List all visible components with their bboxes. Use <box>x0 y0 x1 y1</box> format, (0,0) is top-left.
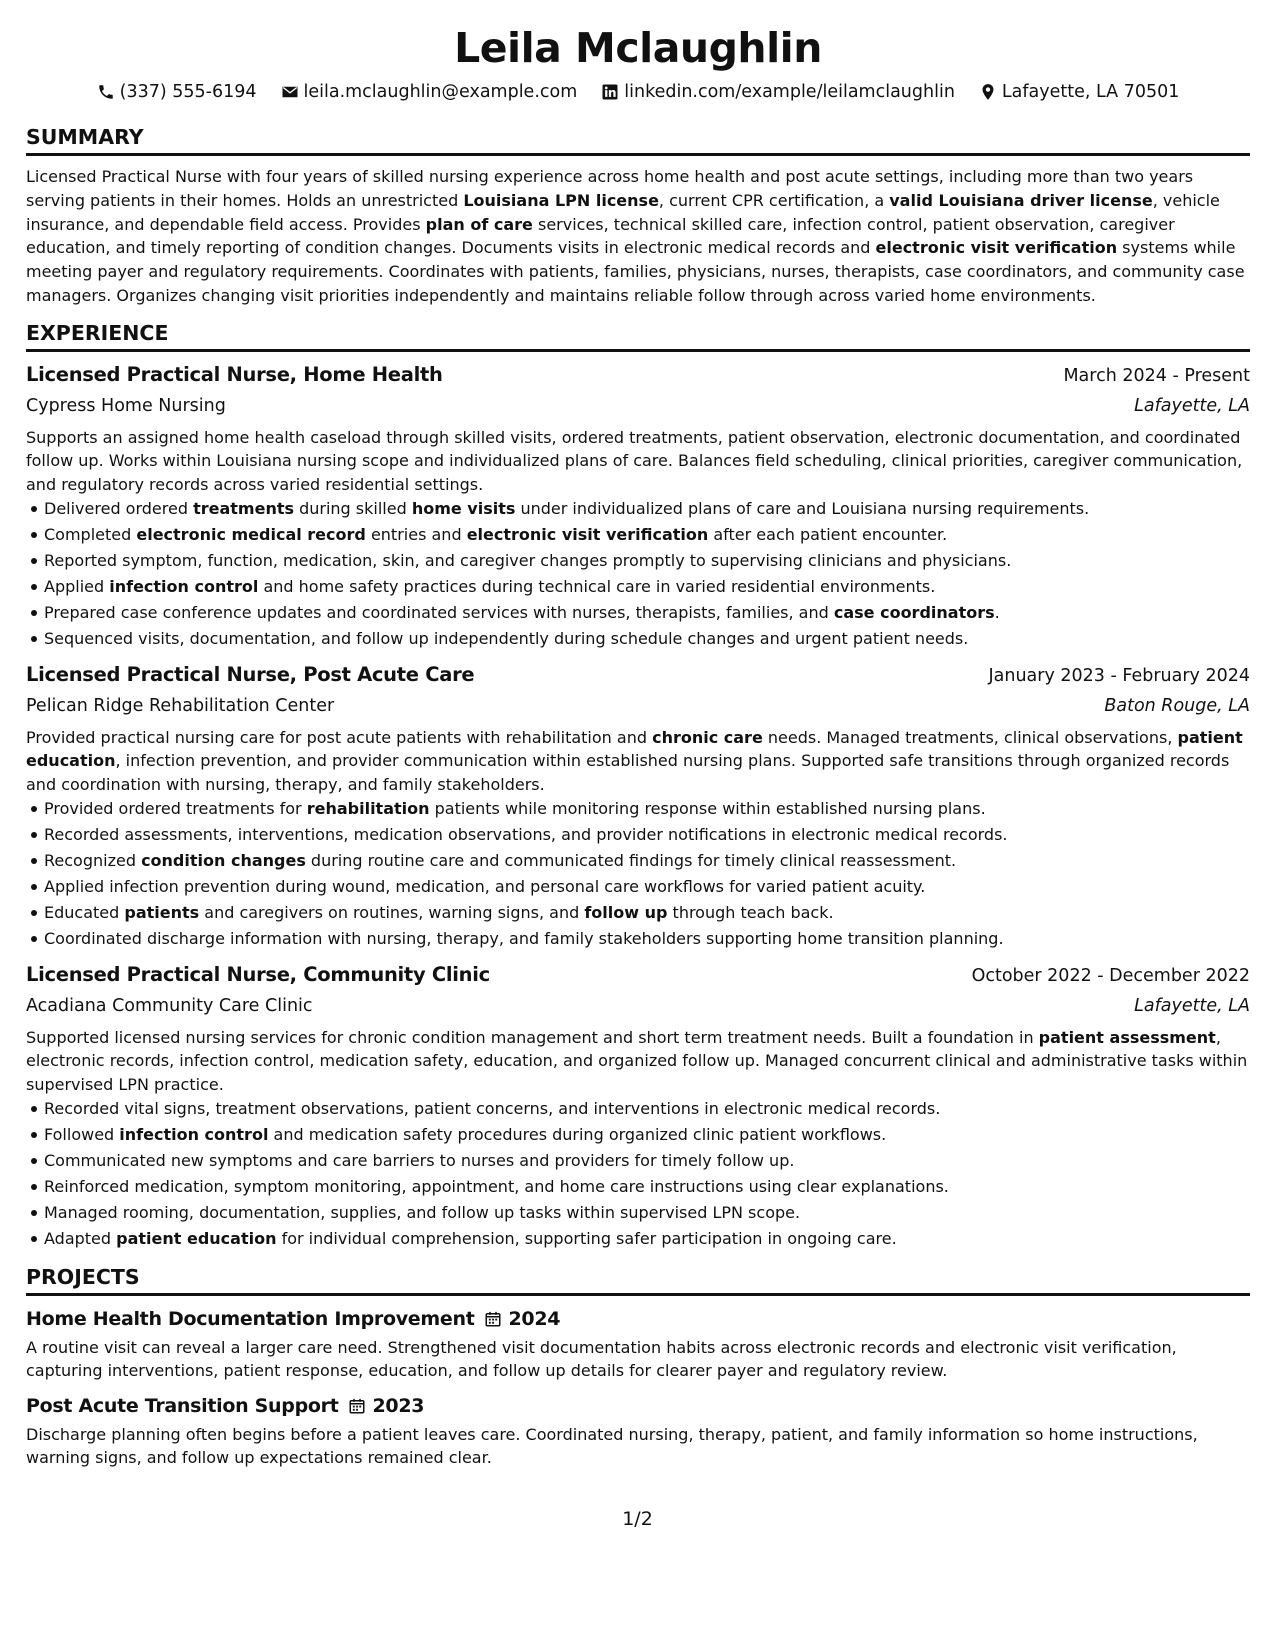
project-description: A routine visit can reveal a larger care need. Strengthened visit documentation habits across electronic records and electronic visit verification, capturing interventions, patient response, education, and follow up details for clearer payer and regulatory review. <box>26 1337 1177 1381</box>
job-title: Licensed Practical Nurse, Post Acute Care <box>26 662 475 686</box>
job-dates: October 2022 - December 2022 <box>971 965 1250 986</box>
page-number: 1/2 <box>622 1508 653 1530</box>
bullet-item: Adapted patient education for individual comprehension, supporting safer participation in ongoing care. <box>44 1226 1250 1252</box>
phone-text: (337) 555-6194 <box>119 82 257 102</box>
bullet-item: Completed electronic medical record entries and electronic visit verification after each patient encounter. <box>44 522 1250 548</box>
bullet-item: Provided ordered treatments for rehabilitation patients while monitoring response within established nursing plans. <box>44 796 1250 822</box>
job-bullets <box>26 496 1250 651</box>
bullet-item: Recorded vital signs, treatment observations, patient concerns, and interventions in electronic medical records. <box>44 1096 1250 1122</box>
phone-icon <box>97 83 115 101</box>
bullet-item: Prepared case conference updates and coordinated services with nurses, therapists, families, and case coordinators. <box>44 600 1250 626</box>
job-entry <box>26 660 1250 952</box>
project-title: Home Health Documentation Improvement <box>26 1307 475 1330</box>
job-location: Baton Rouge, LA <box>1104 695 1250 716</box>
project-title: Post Acute Transition Support <box>26 1394 339 1417</box>
bullet-item: Delivered ordered treatments during skilled home visits under individualized plans of care and Louisiana nursing requirements. <box>44 496 1250 522</box>
bullet-item: Applied infection prevention during wound, medication, and personal care workflows for varied patient acuity. <box>44 874 1250 900</box>
linkedin-text: linkedin.com/example/leilamclaughlin <box>624 82 955 102</box>
section-title-summary: SUMMARY <box>26 124 1250 156</box>
calendar-icon <box>348 1397 366 1415</box>
project-entry <box>26 1391 1250 1470</box>
email-text: leila.mclaughlin@example.com <box>303 82 578 102</box>
calendar-icon <box>484 1310 502 1328</box>
job-dates: March 2024 - Present <box>1063 365 1250 386</box>
summary-section <box>26 124 1250 308</box>
contact-phone[interactable] <box>97 80 257 104</box>
bullet-item: Communicated new symptoms and care barriers to nurses and providers for timely follow up. <box>44 1148 1250 1174</box>
project-entry <box>26 1304 1250 1383</box>
job-bullets <box>26 796 1250 951</box>
bullet-item: Applied infection control and home safety practices during technical care in varied residential environments. <box>44 574 1250 600</box>
bullet-item: Sequenced visits, documentation, and follow up independently during schedule changes and urgent patient needs. <box>44 626 1250 652</box>
bullet-item: Coordinated discharge information with nursing, therapy, and family stakeholders supporting home transition planning. <box>44 926 1250 952</box>
project-description: Discharge planning often begins before a patient leaves care. Coordinated nursing, therapy, patient, and family information so home instructions, warning signs, and follow up expectations remained clear. <box>26 1424 1198 1468</box>
job-description: Supported licensed nursing services for chronic condition management and short term treatment needs. Built a foundation in patient assessment, electronic records, infection control, medication safety, education, and organized follow up. Managed concurrent clinical and administrative tasks within supervised LPN practice. <box>26 1027 1248 1094</box>
job-dates: January 2023 - February 2024 <box>988 665 1250 686</box>
projects-section <box>26 1264 1250 1470</box>
bullet-item: Recorded assessments, interventions, medication observations, and provider notifications in electronic medical records. <box>44 822 1250 848</box>
job-company: Cypress Home Nursing <box>26 395 226 416</box>
linkedin-icon <box>601 83 619 101</box>
contact-bar <box>26 80 1250 104</box>
section-title-projects: PROJECTS <box>26 1264 1250 1296</box>
job-company: Pelican Ridge Rehabilitation Center <box>26 695 335 716</box>
experience-section <box>26 320 1250 1252</box>
candidate-name: Leila Mclaughlin <box>454 24 822 72</box>
job-entry <box>26 960 1250 1252</box>
bullet-item: Managed rooming, documentation, supplies, and follow up tasks within supervised LPN scope. <box>44 1200 1250 1226</box>
project-year: 2023 <box>372 1394 425 1417</box>
job-location: Lafayette, LA <box>1134 395 1250 416</box>
contact-email[interactable] <box>281 80 578 104</box>
location-pin-icon <box>979 83 997 101</box>
bullet-item: Reinforced medication, symptom monitoring, appointment, and home care instructions using clear explanations. <box>44 1174 1250 1200</box>
contact-location <box>979 80 1179 104</box>
contact-linkedin[interactable] <box>601 80 955 104</box>
location-text: Lafayette, LA 70501 <box>1001 82 1180 102</box>
job-bullets <box>26 1096 1250 1251</box>
job-entry <box>26 360 1250 652</box>
bullet-item: Reported symptom, function, medication, skin, and caregiver changes promptly to supervising clinicians and physicians. <box>44 548 1250 574</box>
bullet-item: Followed infection control and medication safety procedures during organized clinic patient workflows. <box>44 1122 1250 1148</box>
resume-page <box>26 22 1250 1470</box>
job-description: Supports an assigned home health caseload through skilled visits, ordered treatments, patient observation, electronic documentation, and coordinated follow up. Works within Louisiana nursing scope and individualized plans of care. Balances field scheduling, clinical priorities, caregiver communication, and regulatory records across varied residential settings. <box>26 427 1243 494</box>
summary-text: Licensed Practical Nurse with four years of skilled nursing experience across home health and post acute settings, including more than two years serving patients in their homes. Holds an unrestricted Louisiana LPN license, current CPR certification, a valid Louisiana driver license, vehicle insurance, and dependable field access. Provides plan of care services, technical skilled care, infection control, patient observation, caregiver education, and timely reporting of condition changes. Documents visits in electronic medical records and electronic visit verification systems while meeting payer and regulatory requirements. Coordinates with patients, families, physicians, nurses, therapists, case coordinators, and community case managers. Organizes changing visit priorities independently and maintains reliable follow through across varied home environments. <box>26 167 1245 305</box>
section-title-experience: EXPERIENCE <box>26 320 1250 352</box>
bullet-item: Educated patients and caregivers on routines, warning signs, and follow up through teach back. <box>44 900 1250 926</box>
job-title: Licensed Practical Nurse, Home Health <box>26 362 443 386</box>
job-title: Licensed Practical Nurse, Community Clinic <box>26 962 490 986</box>
project-year: 2024 <box>508 1307 561 1330</box>
bullet-item: Recognized condition changes during routine care and communicated findings for timely clinical reassessment. <box>44 848 1250 874</box>
job-description: Provided practical nursing care for post acute patients with rehabilitation and chronic care needs. Managed treatments, clinical observations, patient education, infection prevention, and provider communication within established nursing plans. Supported safe transitions through organized records and coordination with nursing, therapy, and family stakeholders. <box>26 727 1243 794</box>
job-location: Lafayette, LA <box>1134 995 1250 1016</box>
email-icon <box>281 83 299 101</box>
job-company: Acadiana Community Care Clinic <box>26 995 313 1016</box>
